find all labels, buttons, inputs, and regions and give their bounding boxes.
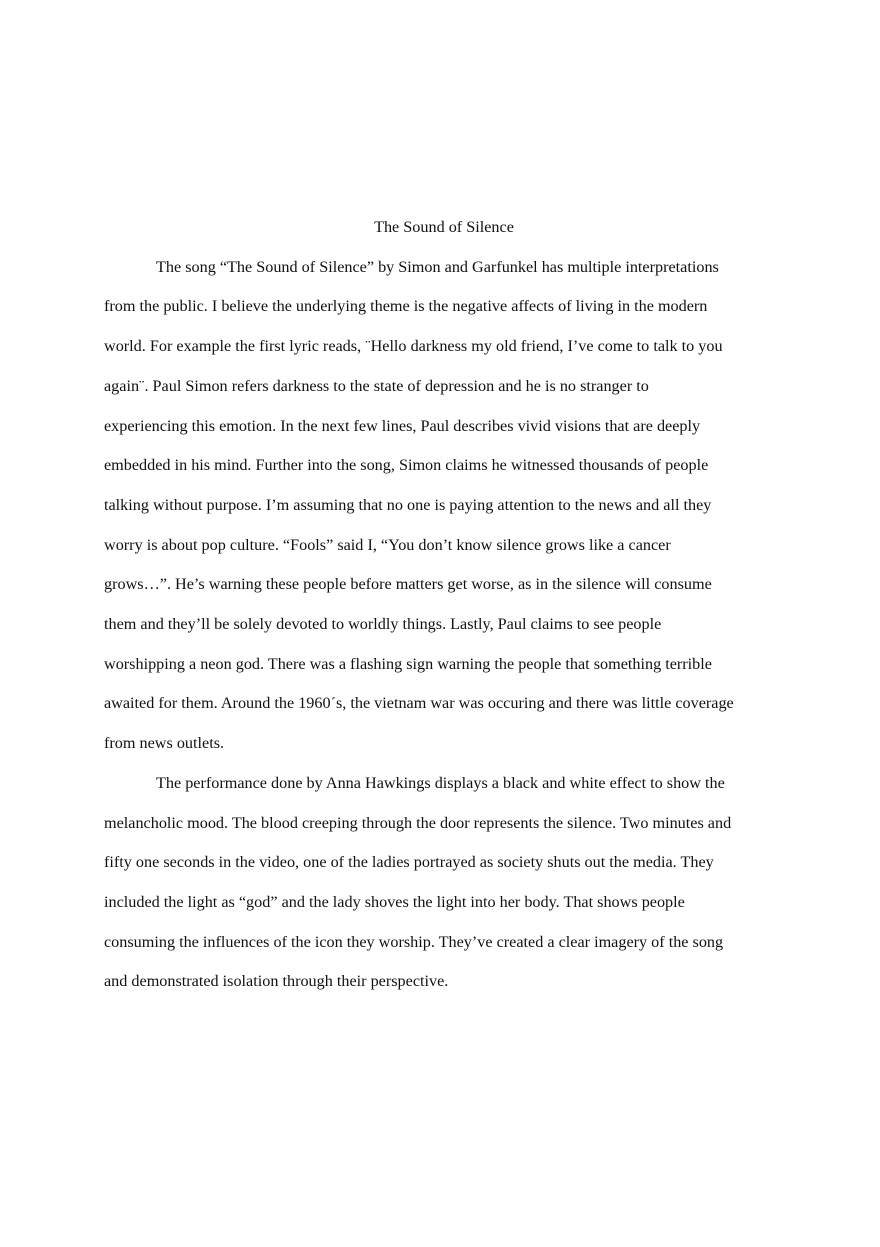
text-line: talking without purpose. I’m assuming that no one is paying attention to the news and all they (104, 495, 712, 514)
text-line: consuming the influences of the icon they worship. They’ve created a clear imagery of the song (104, 932, 724, 951)
document-body (104, 248, 784, 1002)
text-line: grows…”. He’s warning these people before matters get worse, as in the silence will consume (104, 575, 712, 594)
text-line: and demonstrated isolation through their perspective. (104, 972, 449, 991)
text-line: worry is about pop culture. “Fools” said I, “You don’t know silence grows like a cancer (104, 535, 671, 554)
text-line: from the public. I believe the underlying theme is the negative affects of living in the modern (104, 297, 708, 316)
text-line: worshipping a neon god. There was a flashing sign warning the people that something terrible (104, 654, 712, 673)
text-line: The performance done by Anna Hawkings displays a black and white effect to show the (156, 773, 725, 792)
text-line: fifty one seconds in the video, one of the ladies portrayed as society shuts out the media. They (104, 853, 714, 872)
text-line: awaited for them. Around the 1960´s, the vietnam war was occuring and there was little coverage (104, 694, 734, 713)
text-line: experiencing this emotion. In the next few lines, Paul describes vivid visions that are deeply (104, 416, 701, 435)
text-line: from news outlets. (104, 734, 225, 753)
text-line: The song “The Sound of Silence” by Simon and Garfunkel has multiple interpretations (156, 257, 719, 276)
paragraph (104, 248, 784, 764)
document-title: The Sound of Silence (374, 218, 514, 236)
text-line: world. For example the first lyric reads, ¨Hello darkness my old friend, I’ve come to talk to you (104, 337, 723, 356)
paragraph (104, 764, 784, 1002)
text-line: melancholic mood. The blood creeping through the door represents the silence. Two minutes and (104, 813, 732, 832)
document-page (104, 208, 784, 1002)
text-line: them and they’ll be solely devoted to worldly things. Lastly, Paul claims to see people (104, 615, 662, 634)
text-line: embedded in his mind. Further into the song, Simon claims he witnessed thousands of people (104, 456, 709, 475)
text-line: included the light as “god” and the lady shoves the light into her body. That shows people (104, 892, 685, 911)
text-line: again¨. Paul Simon refers darkness to the state of depression and he is no stranger to (104, 376, 649, 395)
